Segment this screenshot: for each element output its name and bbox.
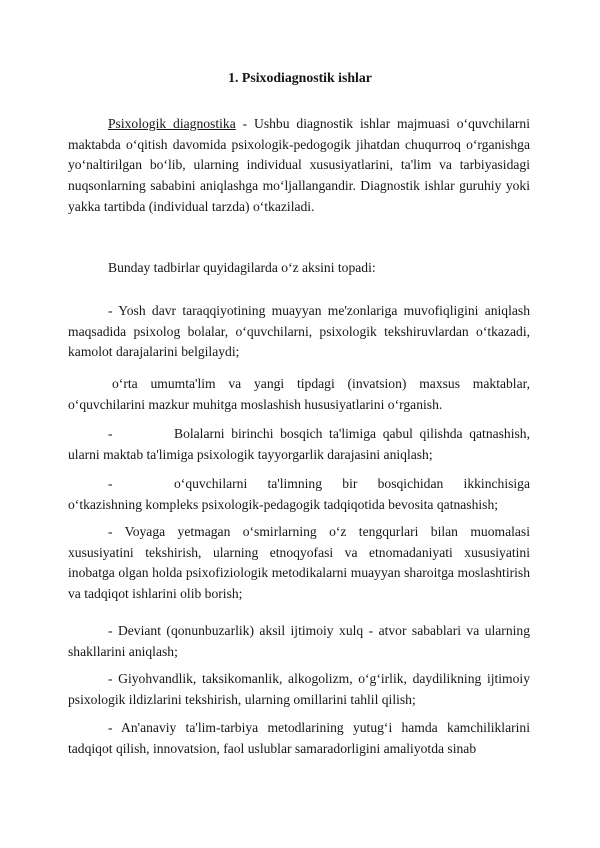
list-item: - Yosh davr taraqqiyotining muayyan me'zonlariga muvofiqligini aniqlash maqsadida psixolog bolalar, o‘quvchilarni, psixologik tekshiruvlardan o‘tkazadi, kamolot darajalarini belgilaydi; <box>68 303 530 360</box>
list-dash: - <box>108 476 113 491</box>
list-item-text: o‘quvchilarni ta'limning bir bosqichidan ikkinchisiga o‘tkazishning kompleks psixologik-pedagogik tadqiqotida bevosita qatnashish; <box>68 476 530 512</box>
list-item-text: Bolalarni birinchi bosqich ta'limiga qabul qilishda qatnashish, ularni maktab ta'limiga psixologik tayyorgarlik darajasini aniqlash; <box>68 426 530 462</box>
intro-term: Psixologik diagnostika <box>108 116 236 131</box>
lead-paragraph: Bunday tadbirlar quyidagilarda o‘z aksini topadi: <box>108 260 376 275</box>
list-item <box>68 474 530 515</box>
list-dash: - <box>108 426 113 441</box>
list-item: - Voyaga yetmagan o‘smirlarning o‘z tengqurlari bilan muomalasi xususiyatini tekshirish, ularning etnoqyofasi va etnomadaniyati xususiyatini inobatga olgan holda psixofiziologik metodikalarni muayyan sharoitga moslashtirish va tadqiqot ishlarini olib borish; <box>68 524 530 602</box>
intro-paragraph <box>68 114 530 218</box>
intro-text: - Ushbu diagnostik ishlar majmuasi o‘quvchilarni maktabda o‘qitish davomida psixologik-pedogogik jihatdan chuqurroq o‘rganishga yo‘naltirilgan bo‘lib, ularning individual xususiyatlarini, ta'lim va tarbiyasidagi nuqsonlarning sababini aniqlashga mo‘ljallangandir. Diagnostik ishlar guruhiy yoki yakka tartibda (individual tarzda) o‘tkaziladi. <box>68 116 530 214</box>
list-item: - Deviant (qonunbuzarlik) aksil ijtimoiy xulq - atvor sabablari va ularning shakllarini aniqlash; <box>68 623 530 659</box>
list-item: - An'anaviy ta'lim-tarbiya metodlarining yutug‘i hamda kamchiliklarini tadqiqot qilish, innovatsion, faol uslublar samaradorligini amaliyotda sinab <box>68 720 530 756</box>
list-item <box>68 424 530 465</box>
list-item: - Giyohvandlik, taksikomanlik, alkogolizm, o‘g‘irlik, daydilikning ijtimoiy psixologik ildizlarini tekshirish, ularning omillarini tahlil qilish; <box>68 671 530 707</box>
section-title: 1. Psixodiagnostik ishlar <box>228 70 372 85</box>
list-item: o‘rta umumta'lim va yangi tipdagi (invatsion) maxsus maktablar, o‘quvchilarini mazkur muhitga moslashish hususiyatlarini o‘rganish. <box>68 376 530 412</box>
